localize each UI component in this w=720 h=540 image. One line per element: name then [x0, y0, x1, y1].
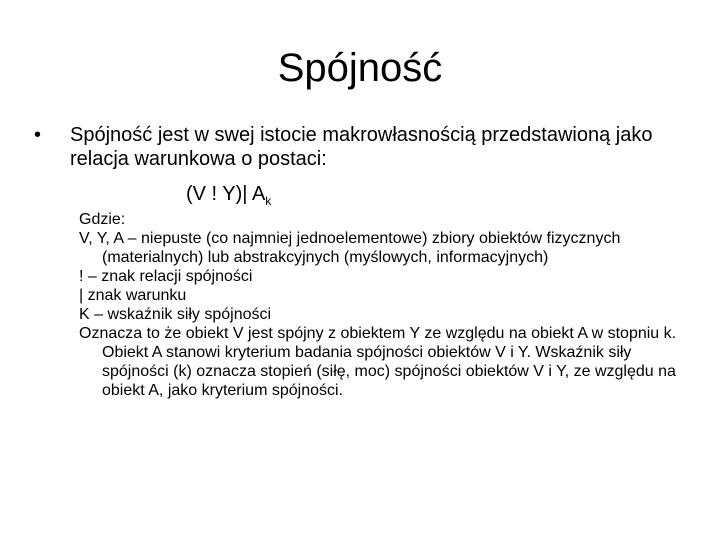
definition-relation-sign: ! – znak relacji spójności — [79, 268, 253, 285]
formula-main: (V ! Y)| A — [186, 183, 266, 205]
definition-strength-index: K – wskaźnik siły spójności — [79, 306, 272, 323]
formula — [186, 182, 271, 213]
explanation-paragraph: Oznacza to że obiekt V jest spójny z obiektem Y ze względu na obiekt A w stopniu k. Obiekt A stanowi kryterium badania spójności obiektów V i Y. Wskaźnik siły spójności (k) oznacza stopień (siłę, moc) spójności obiektów V i Y, ze względu na obiekt A, jako kryterium spójności. — [79, 325, 677, 399]
slide-title: Spójność — [277, 46, 443, 90]
bullet-marker: • — [34, 124, 42, 146]
details-heading: Gdzie: — [79, 211, 126, 228]
definition-condition-sign: | znak warunku — [79, 287, 187, 304]
formula-subscript: k — [265, 194, 272, 208]
bullet-item — [34, 123, 694, 171]
definition-sets: V, Y, A – niepuste (co najmniej jednoelementowe) zbiory obiektów fizycznych (materialnych) lub abstrakcyjnych (myślowych, informacyjnych) — [79, 230, 621, 266]
details-block — [79, 210, 694, 400]
bullet-text: Spójność jest w swej istocie makrowłasnością przedstawioną jako relacja warunkowa o postaci: — [70, 124, 653, 170]
